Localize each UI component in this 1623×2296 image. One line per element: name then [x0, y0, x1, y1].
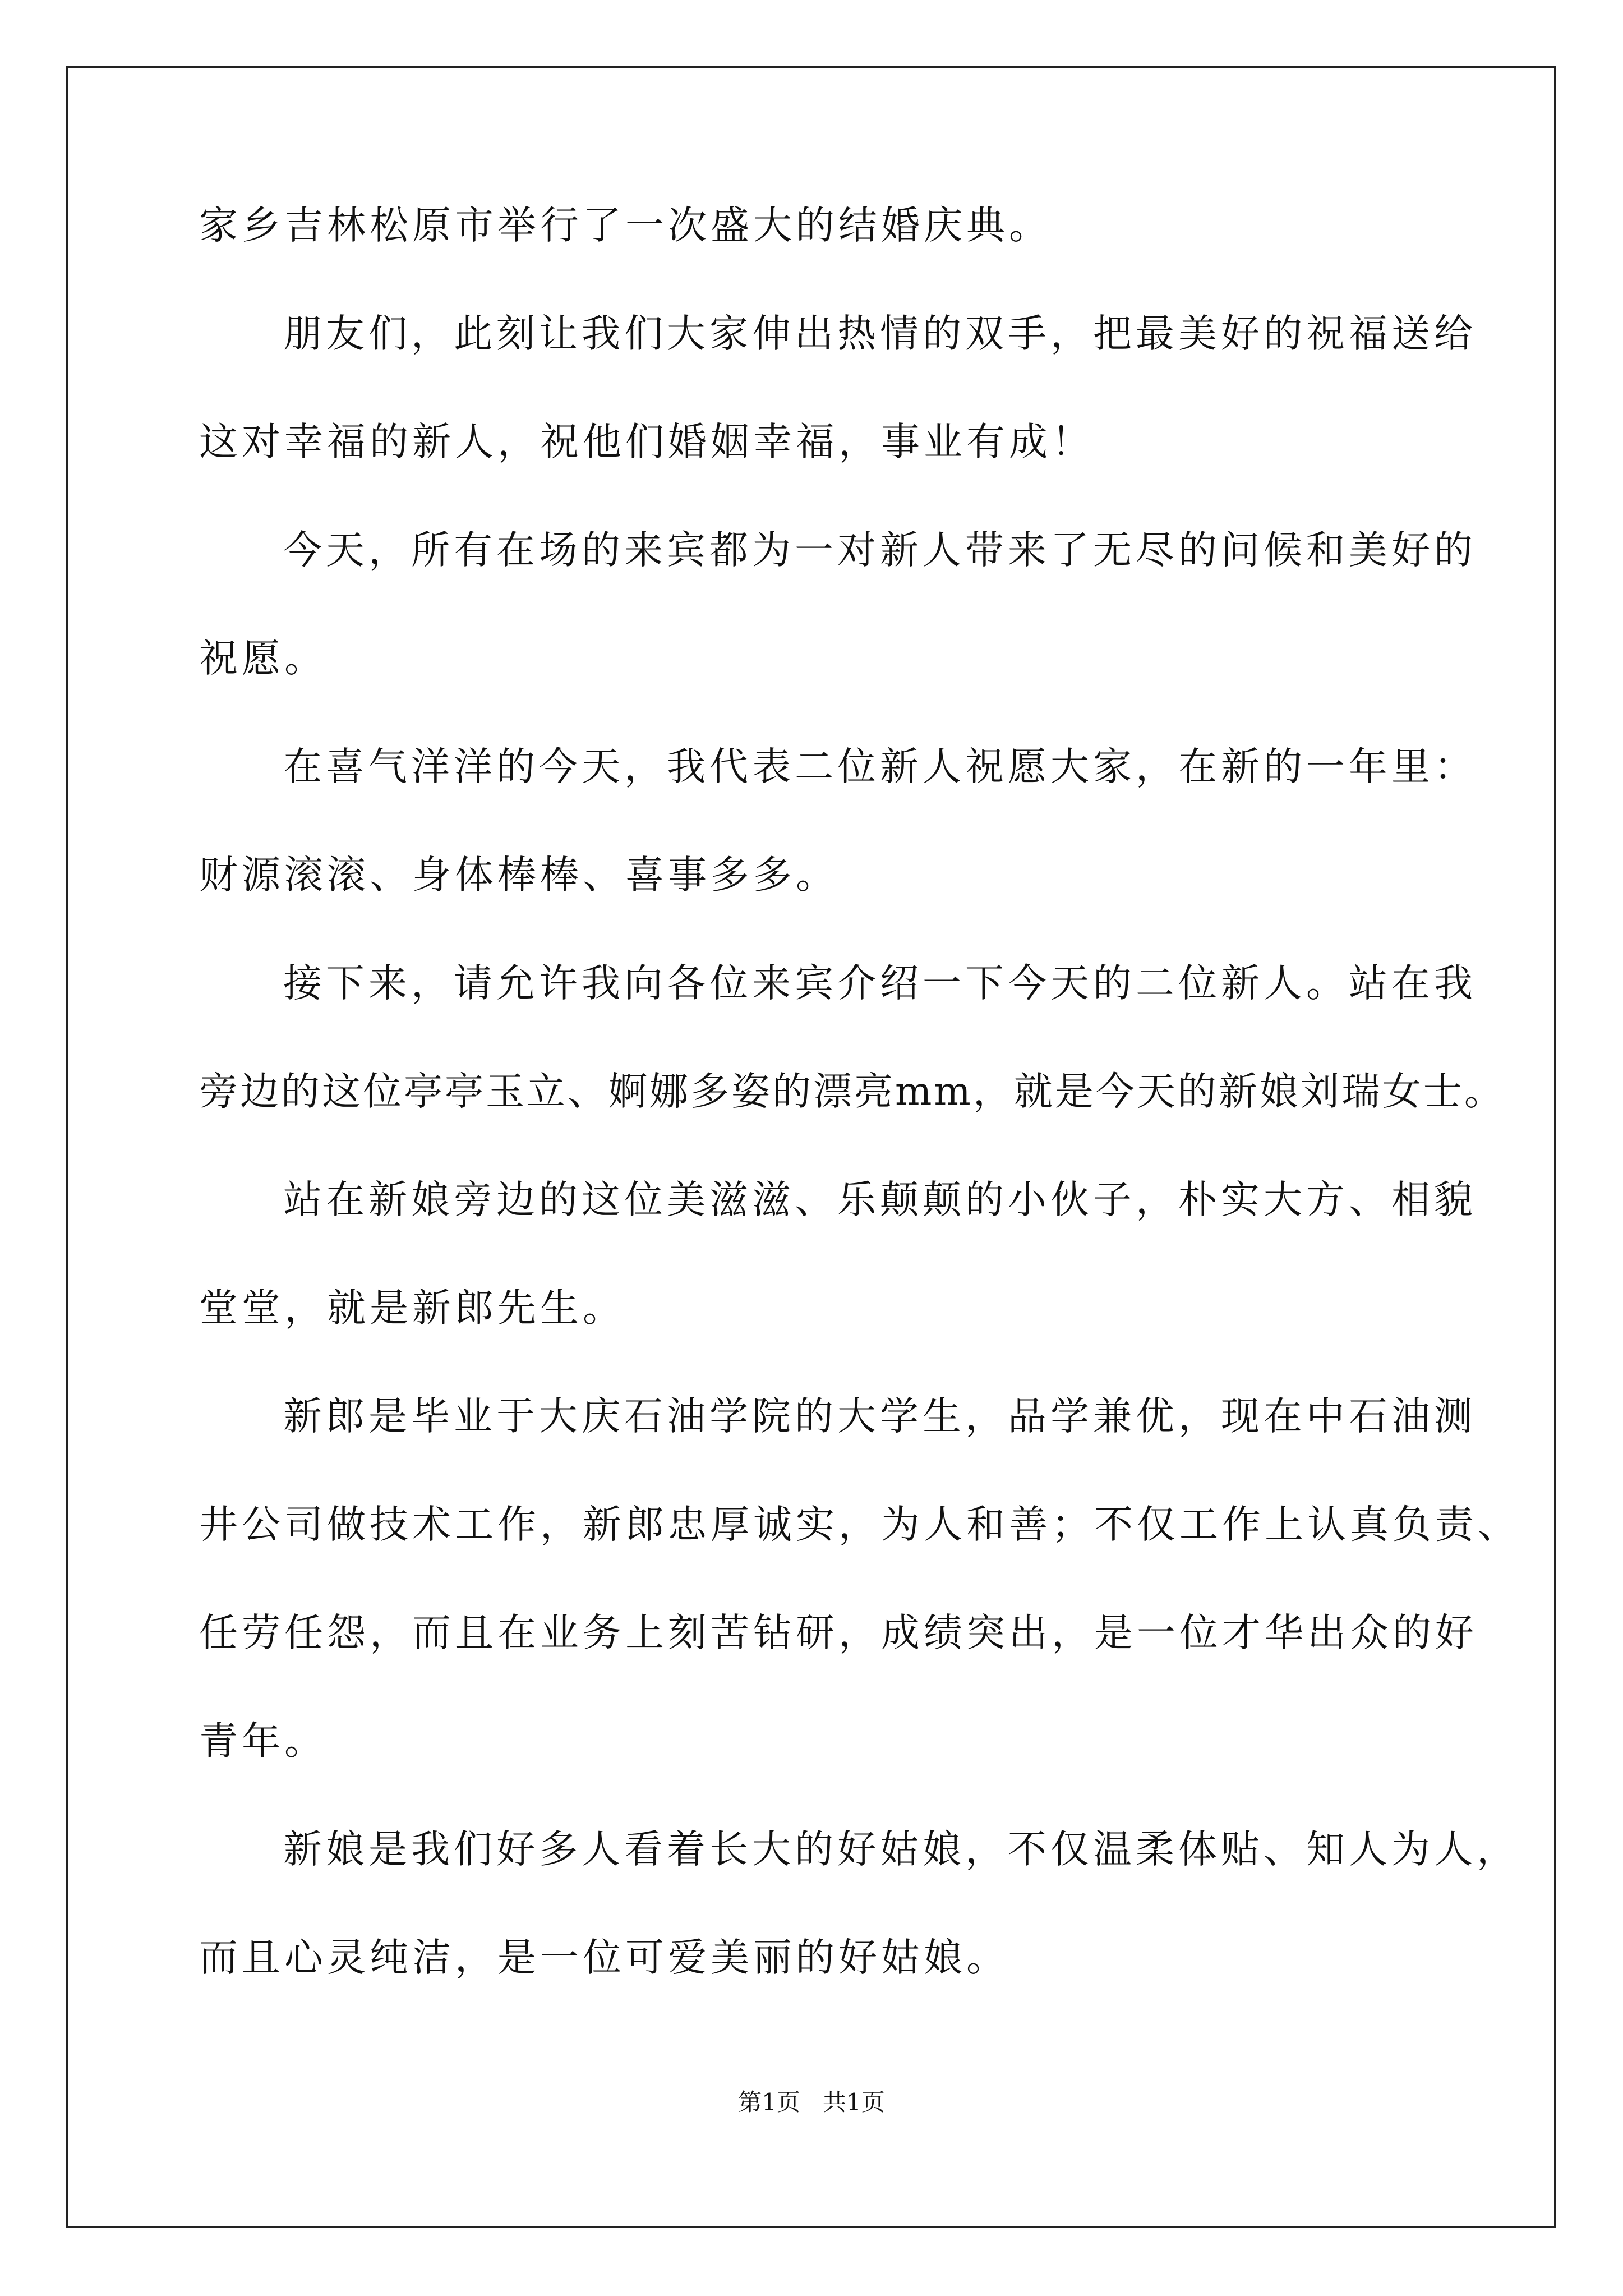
text-line: 旁边的这位亭亭玉立、婀娜多姿的漂亮mm，就是今天的新娘刘瑞女士。	[199, 1069, 1505, 1114]
paragraph-first-line: 接下来，请允许我向各位来宾介绍一下今天的二位新人。站在我	[283, 961, 1477, 1006]
text-line: 任劳任怨，而且在业务上刻苦钻研，成绩突出，是一位才华出众的好	[199, 1611, 1478, 1655]
text-line: 财源滚滚、身体棒棒、喜事多多。	[199, 853, 838, 898]
text-line: 井公司做技术工作，新郎忠厚诚实，为人和善；不仅工作上认真负责、	[199, 1502, 1520, 1547]
text-line: 而且心灵纯洁，是一位可爱美丽的好姑娘。	[199, 1935, 1009, 1980]
paragraph-first-line: 朋友们，此刻让我们大家伸出热情的双手，把最美好的祝福送给	[283, 311, 1477, 356]
paragraph-first-line: 新娘是我们好多人看着长大的好姑娘，不仅温柔体贴、知人为人，	[283, 1827, 1519, 1872]
text-line: 家乡吉林松原市举行了一次盛大的结婚庆典。	[199, 203, 1052, 248]
paragraph-first-line: 在喜气洋洋的今天，我代表二位新人祝愿大家，在新的一年里：	[283, 744, 1477, 789]
page-footer: 第1页 共1页	[738, 2088, 885, 2116]
text-line: 青年。	[199, 1719, 327, 1764]
paragraph-first-line: 今天，所有在场的来宾都为一对新人带来了无尽的问候和美好的	[283, 528, 1477, 573]
text-line: 这对幸福的新人，祝他们婚姻幸福，事业有成！	[199, 420, 1094, 464]
text-line: 祝愿。	[199, 636, 327, 681]
text-line: 堂堂，就是新郎先生。	[199, 1286, 625, 1331]
paragraph-first-line: 新郎是毕业于大庆石油学院的大学生，品学兼优，现在中石油测	[283, 1394, 1477, 1439]
paragraph-first-line: 站在新娘旁边的这位美滋滋、乐颠颠的小伙子，朴实大方、相貌	[283, 1177, 1477, 1222]
document-body	[199, 196, 1520, 2037]
